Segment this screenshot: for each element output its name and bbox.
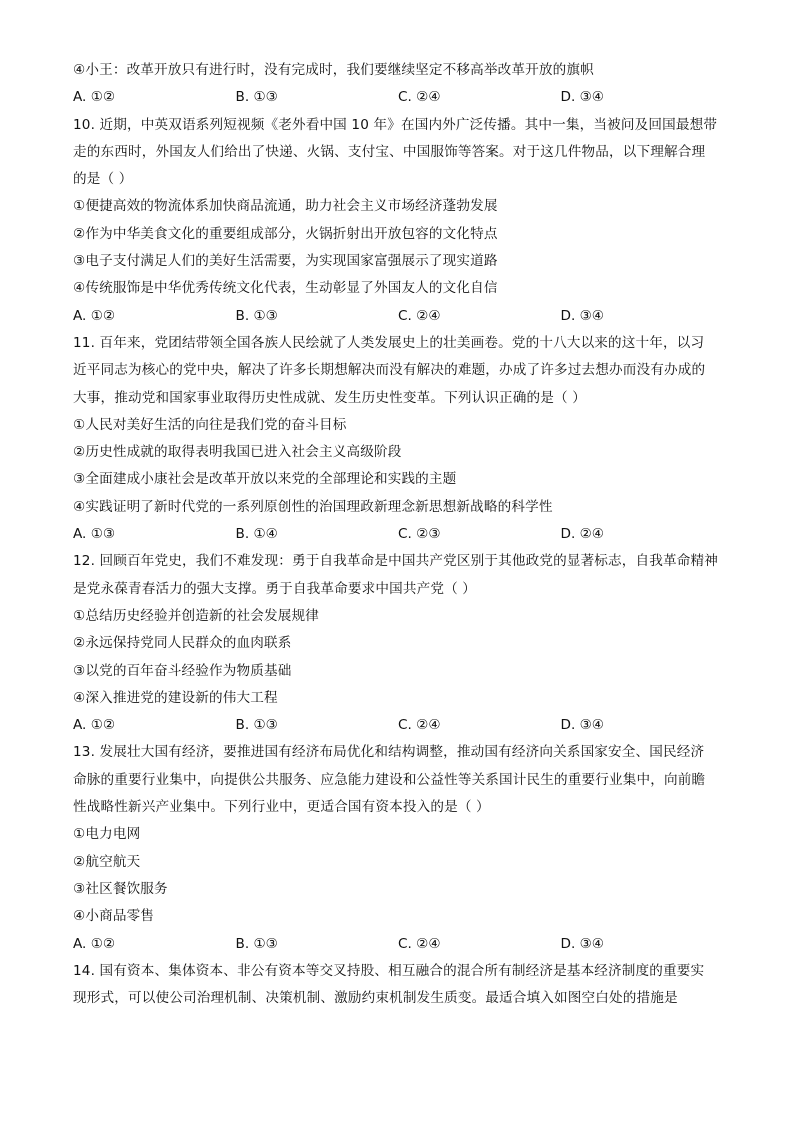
q13-option-d[interactable]: D. ③④	[560, 935, 604, 952]
q11-item-4: ④实践证明了新时代党的一系列原创性的治国理政新理念新思想新战略的科学性	[73, 498, 553, 515]
q9-option-a[interactable]: A. ①②	[73, 89, 116, 106]
q12-option-d[interactable]: D. ③④	[560, 717, 604, 734]
q9-option-b[interactable]: B. ①③	[235, 89, 278, 106]
q13-stem-line-2: 命脉的重要行业集中，向提供公共服务、应急能力建设和公益性等关系国计民生的重要行业集中，向前瞻	[73, 771, 706, 788]
q11-item-2: ②历史性成就的取得表明我国已进入社会主义高级阶段	[73, 444, 402, 461]
q13-option-c[interactable]: C. ②④	[398, 935, 441, 952]
q11-option-a[interactable]: A. ①③	[73, 526, 116, 543]
q10-option-c[interactable]: C. ②④	[398, 307, 441, 324]
q11-stem-line-1: 11. 百年来，党团结带领全国各族人民绘就了人类发展史上的壮美画卷。党的十八大以来的这十年，以习	[73, 334, 705, 351]
q13-item-4: ④小商品零售	[73, 908, 155, 925]
q12-stem-line-1: 12. 回顾百年党史，我们不难发现：勇于自我革命是中国共产党区别于其他政党的显著标志，自我革命精神	[73, 553, 719, 570]
q9-item-4: ④小王：改革开放只有进行时，没有完成时，我们要继续坚定不移高举改革开放的旗帜	[73, 62, 594, 78]
q12-options	[73, 712, 723, 739]
q14-stem-line-2: 现形式，可以使公司治理机制、决策机制、激励约束机制发生质变。最适合填入如图空白处的措施是	[73, 990, 678, 1007]
q12-option-b[interactable]: B. ①③	[235, 717, 278, 734]
page-content	[73, 57, 723, 1012]
q10-option-b[interactable]: B. ①③	[235, 307, 278, 324]
q13-option-a[interactable]: A. ①②	[73, 935, 116, 952]
q13-item-2: ②航空航天	[73, 853, 141, 870]
q10-options	[73, 303, 723, 330]
q13-item-3: ③社区餐饮服务	[73, 880, 168, 897]
q11-item-3: ③全面建成小康社会是改革开放以来党的全部理论和实践的主题	[73, 471, 457, 488]
q12-item-4: ④深入推进党的建设新的伟大工程	[73, 689, 278, 706]
q13-options	[73, 931, 723, 958]
q9-options	[73, 84, 723, 111]
q11-stem-line-3: 大事，推动党和国家事业取得历史性成就、发生历史性变革。下列认识正确的是（ ）	[73, 389, 586, 406]
q12-stem-line-2: 是党永葆青春活力的强大支撑。勇于自我革命要求中国共产党（ ）	[73, 580, 477, 597]
q11-option-d[interactable]: D. ②④	[560, 526, 604, 543]
q11-options	[73, 521, 723, 548]
q10-item-1: ①便捷高效的物流体系加快商品流通，助力社会主义市场经济蓬勃发展	[73, 198, 498, 215]
q12-item-3: ③以党的百年奋斗经验作为物质基础	[73, 662, 292, 679]
q9-option-c[interactable]: C. ②④	[398, 89, 441, 106]
q11-option-b[interactable]: B. ①④	[235, 526, 278, 543]
q12-option-c[interactable]: C. ②④	[398, 717, 441, 734]
q10-item-3: ③电子支付满足人们的美好生活需要，为实现国家富强展示了现实道路	[73, 253, 498, 270]
q11-stem-line-2: 近平同志为核心的党中央，解决了许多长期想解决而没有解决的难题，办成了许多过去想办而没有办成的	[73, 362, 706, 379]
q13-item-1: ①电力电网	[73, 826, 141, 843]
q11-option-c[interactable]: C. ②③	[398, 526, 441, 543]
q9-option-d[interactable]: D. ③④	[560, 89, 604, 106]
q13-stem-line-3: 性战略性新兴产业集中。下列行业中，更适合国有资本投入的是（ ）	[73, 799, 490, 816]
q14-stem-line-1: 14. 国有资本、集体资本、非公有资本等交叉持股、相互融合的混合所有制经济是基本经济制度的重要实	[73, 962, 705, 979]
q12-option-a[interactable]: A. ①②	[73, 717, 116, 734]
q12-item-2: ②永远保持党同人民群众的血肉联系	[73, 635, 292, 652]
q10-item-2: ②作为中华美食文化的重要组成部分，火锅折射出开放包容的文化特点	[73, 225, 498, 242]
q10-option-d[interactable]: D. ③④	[560, 307, 604, 324]
q10-item-4: ④传统服饰是中华优秀传统文化代表，生动彰显了外国友人的文化自信	[73, 280, 498, 297]
q12-item-1: ①总结历史经验并创造新的社会发展规律	[73, 607, 319, 624]
q10-stem-line-3: 的是（ ）	[73, 171, 133, 188]
q13-option-b[interactable]: B. ①③	[235, 935, 278, 952]
q10-option-a[interactable]: A. ①②	[73, 307, 116, 324]
q10-stem-line-2: 走的东西时，外国友人们给出了快递、火锅、支付宝、中国服饰等答案。对于这几件物品，以下理解合理	[73, 143, 706, 160]
q10-stem-line-1: 10. 近期，中英双语系列短视频《老外看中国 10 年》在国内外广泛传播。其中一集，当被问及回国最想带	[73, 116, 718, 133]
q11-item-1: ①人民对美好生活的向往是我们党的奋斗目标	[73, 416, 347, 433]
q13-stem-line-1: 13. 发展壮大国有经济，要推进国有经济布局优化和结构调整，推动国有经济向关系国家安全、国民经济	[73, 744, 705, 761]
